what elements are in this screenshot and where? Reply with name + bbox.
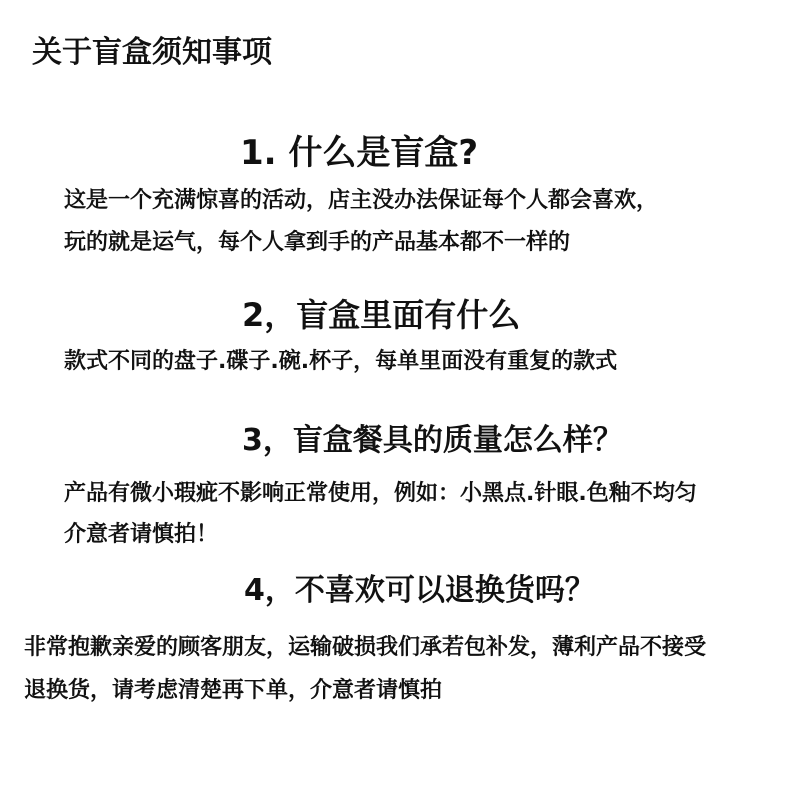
section-3-heading: 3，盲盒餐具的质量怎么样？ [242,423,623,458]
section-4-line-2: 退换货，请考虑清楚再下单，介意者请慎拍 [24,678,443,703]
section-3-line-1: 产品有微小瑕疵不影响正常使用，例如：小黑点.针眼.色釉不均匀 [64,481,697,506]
section-2-heading: 2，盲盒里面有什么 [242,296,521,334]
section-1-line-1: 这是一个充满惊喜的活动，店主没办法保证每个人都会喜欢， [64,188,659,213]
section-3-line-2: 介意者请慎拍！ [64,522,219,547]
section-4-line-1: 非常抱歉亲爱的顾客朋友，运输破损我们承若包补发，薄利产品不接受 [24,635,707,660]
section-1-line-2: 玩的就是运气，每个人拿到手的产品基本都不一样的 [64,230,571,255]
section-4-heading: 4，不喜欢可以退换货吗？ [244,573,595,608]
section-2-line-1: 款式不同的盘子.碟子.碗.杯子，每单里面没有重复的款式 [64,349,618,374]
document-title: 关于盲盒须知事项 [32,35,272,70]
section-1-heading: 1. 什么是盲盒? [240,133,479,173]
